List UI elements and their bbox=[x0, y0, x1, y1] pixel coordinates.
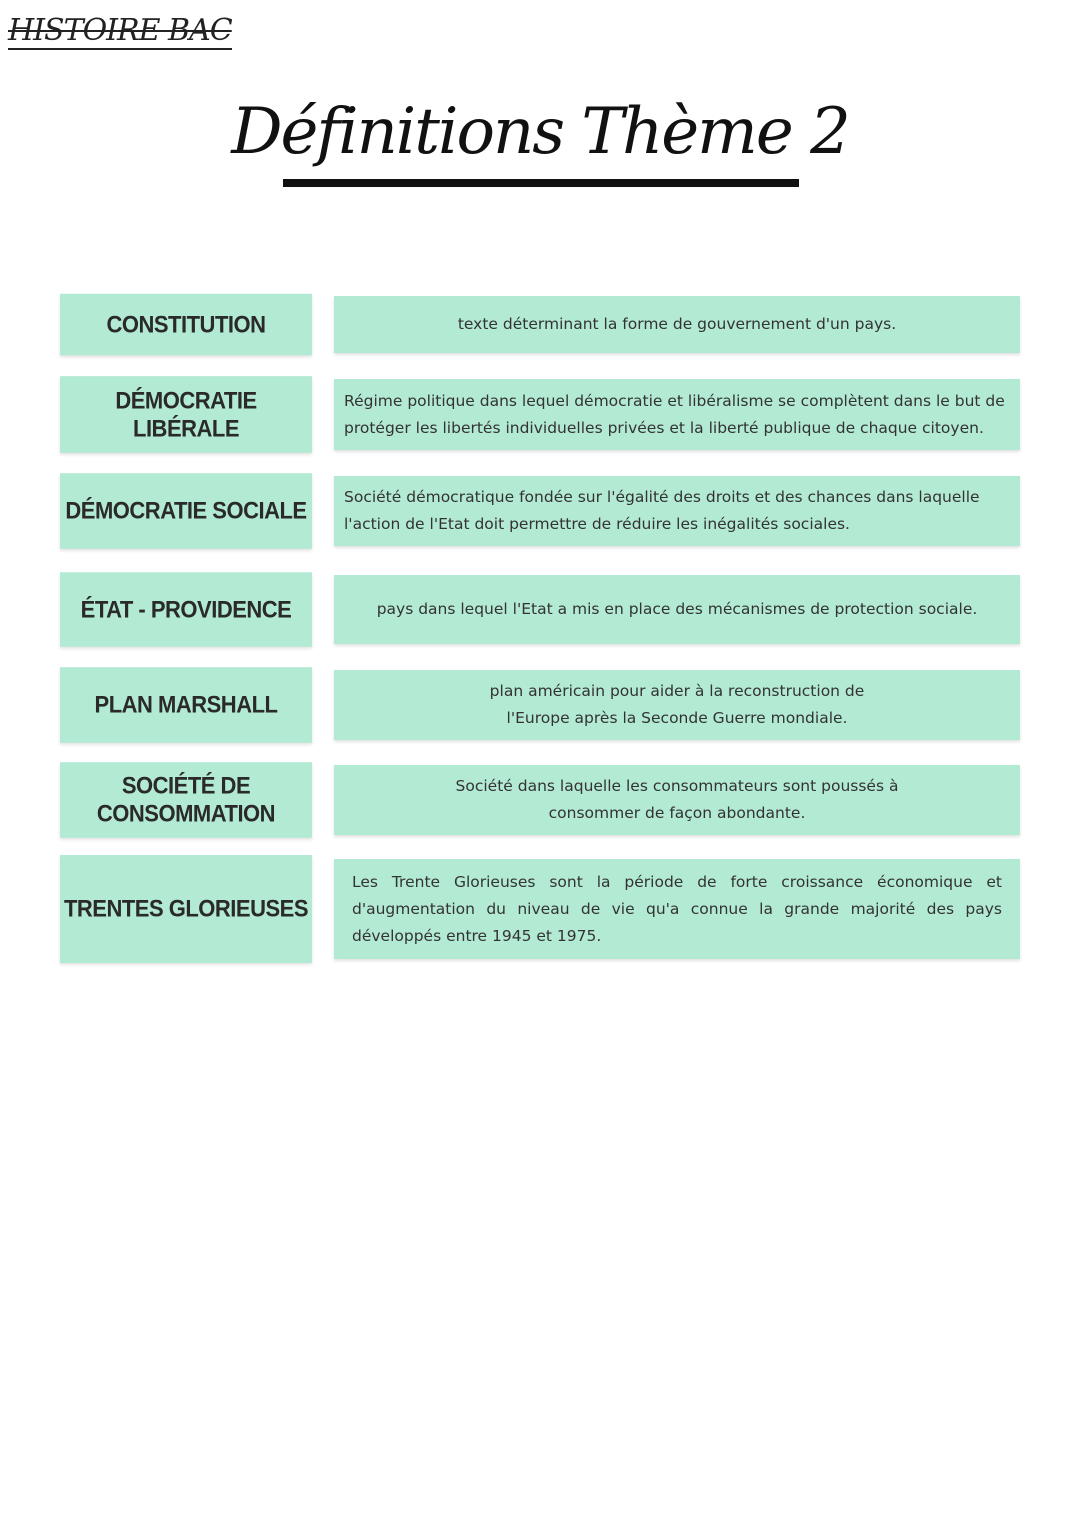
definition-row bbox=[60, 765, 1020, 835]
definition-row bbox=[60, 379, 1020, 450]
definition-row bbox=[60, 859, 1020, 959]
definition-row bbox=[60, 296, 1020, 353]
definition-box bbox=[334, 859, 1020, 959]
definition-text: Société dans laquelle les consommateurs sont poussés à consommer de façon abondante. bbox=[455, 777, 899, 822]
definition-text: plan américain pour aider à la reconstruction de l'Europe après la Seconde Guerre mondiale. bbox=[489, 682, 865, 727]
definition-row bbox=[60, 670, 1020, 740]
header-tag: HISTOIRE BAC bbox=[8, 13, 232, 48]
definition-box bbox=[334, 296, 1020, 353]
term-label: TRENTES GLORIEUSES bbox=[60, 855, 312, 963]
term-label: ÉTAT - PROVIDENCE bbox=[60, 572, 312, 647]
definition-text: Les Trente Glorieuses sont la période de forte croissance économique et d'augmentation du niveau de vie qu'a connue la grande majorité des pays développés entre 1945 et 1975. bbox=[352, 872, 1002, 945]
definition-text: Société démocratique fondée sur l'égalité des droits et des chances dans laquelle l'action de l'Etat doit permettre de réduire les inégalités sociales. bbox=[344, 488, 980, 533]
definition-text: texte déterminant la forme de gouvernement d'un pays. bbox=[457, 315, 897, 333]
definition-box bbox=[334, 765, 1020, 835]
definition-box bbox=[334, 670, 1020, 740]
term-label: PLAN MARSHALL bbox=[60, 667, 312, 743]
definition-text: pays dans lequel l'Etat a mis en place des mécanismes de protection sociale. bbox=[376, 600, 978, 618]
definition-box bbox=[334, 575, 1020, 644]
definition-row bbox=[60, 575, 1020, 644]
term-label: CONSTITUTION bbox=[60, 294, 312, 356]
term-label: DÉMOCRATIE SOCIALE bbox=[60, 473, 312, 549]
definition-box bbox=[334, 476, 1020, 546]
title-underline bbox=[283, 179, 799, 187]
term-label: DÉMOCRATIE LIBÉRALE bbox=[60, 376, 312, 453]
page-title: Définitions Thème 2 bbox=[231, 95, 849, 169]
definition-box bbox=[334, 379, 1020, 450]
definition-text: Régime politique dans lequel démocratie et libéralisme se complètent dans le but de protéger les libertés individuelles privées et la liberté publique de chaque citoyen. bbox=[344, 391, 1005, 437]
term-label: SOCIÉTÉ DE CONSOMMATION bbox=[60, 762, 312, 838]
definition-row bbox=[60, 476, 1020, 546]
title-wrap bbox=[0, 88, 1080, 176]
